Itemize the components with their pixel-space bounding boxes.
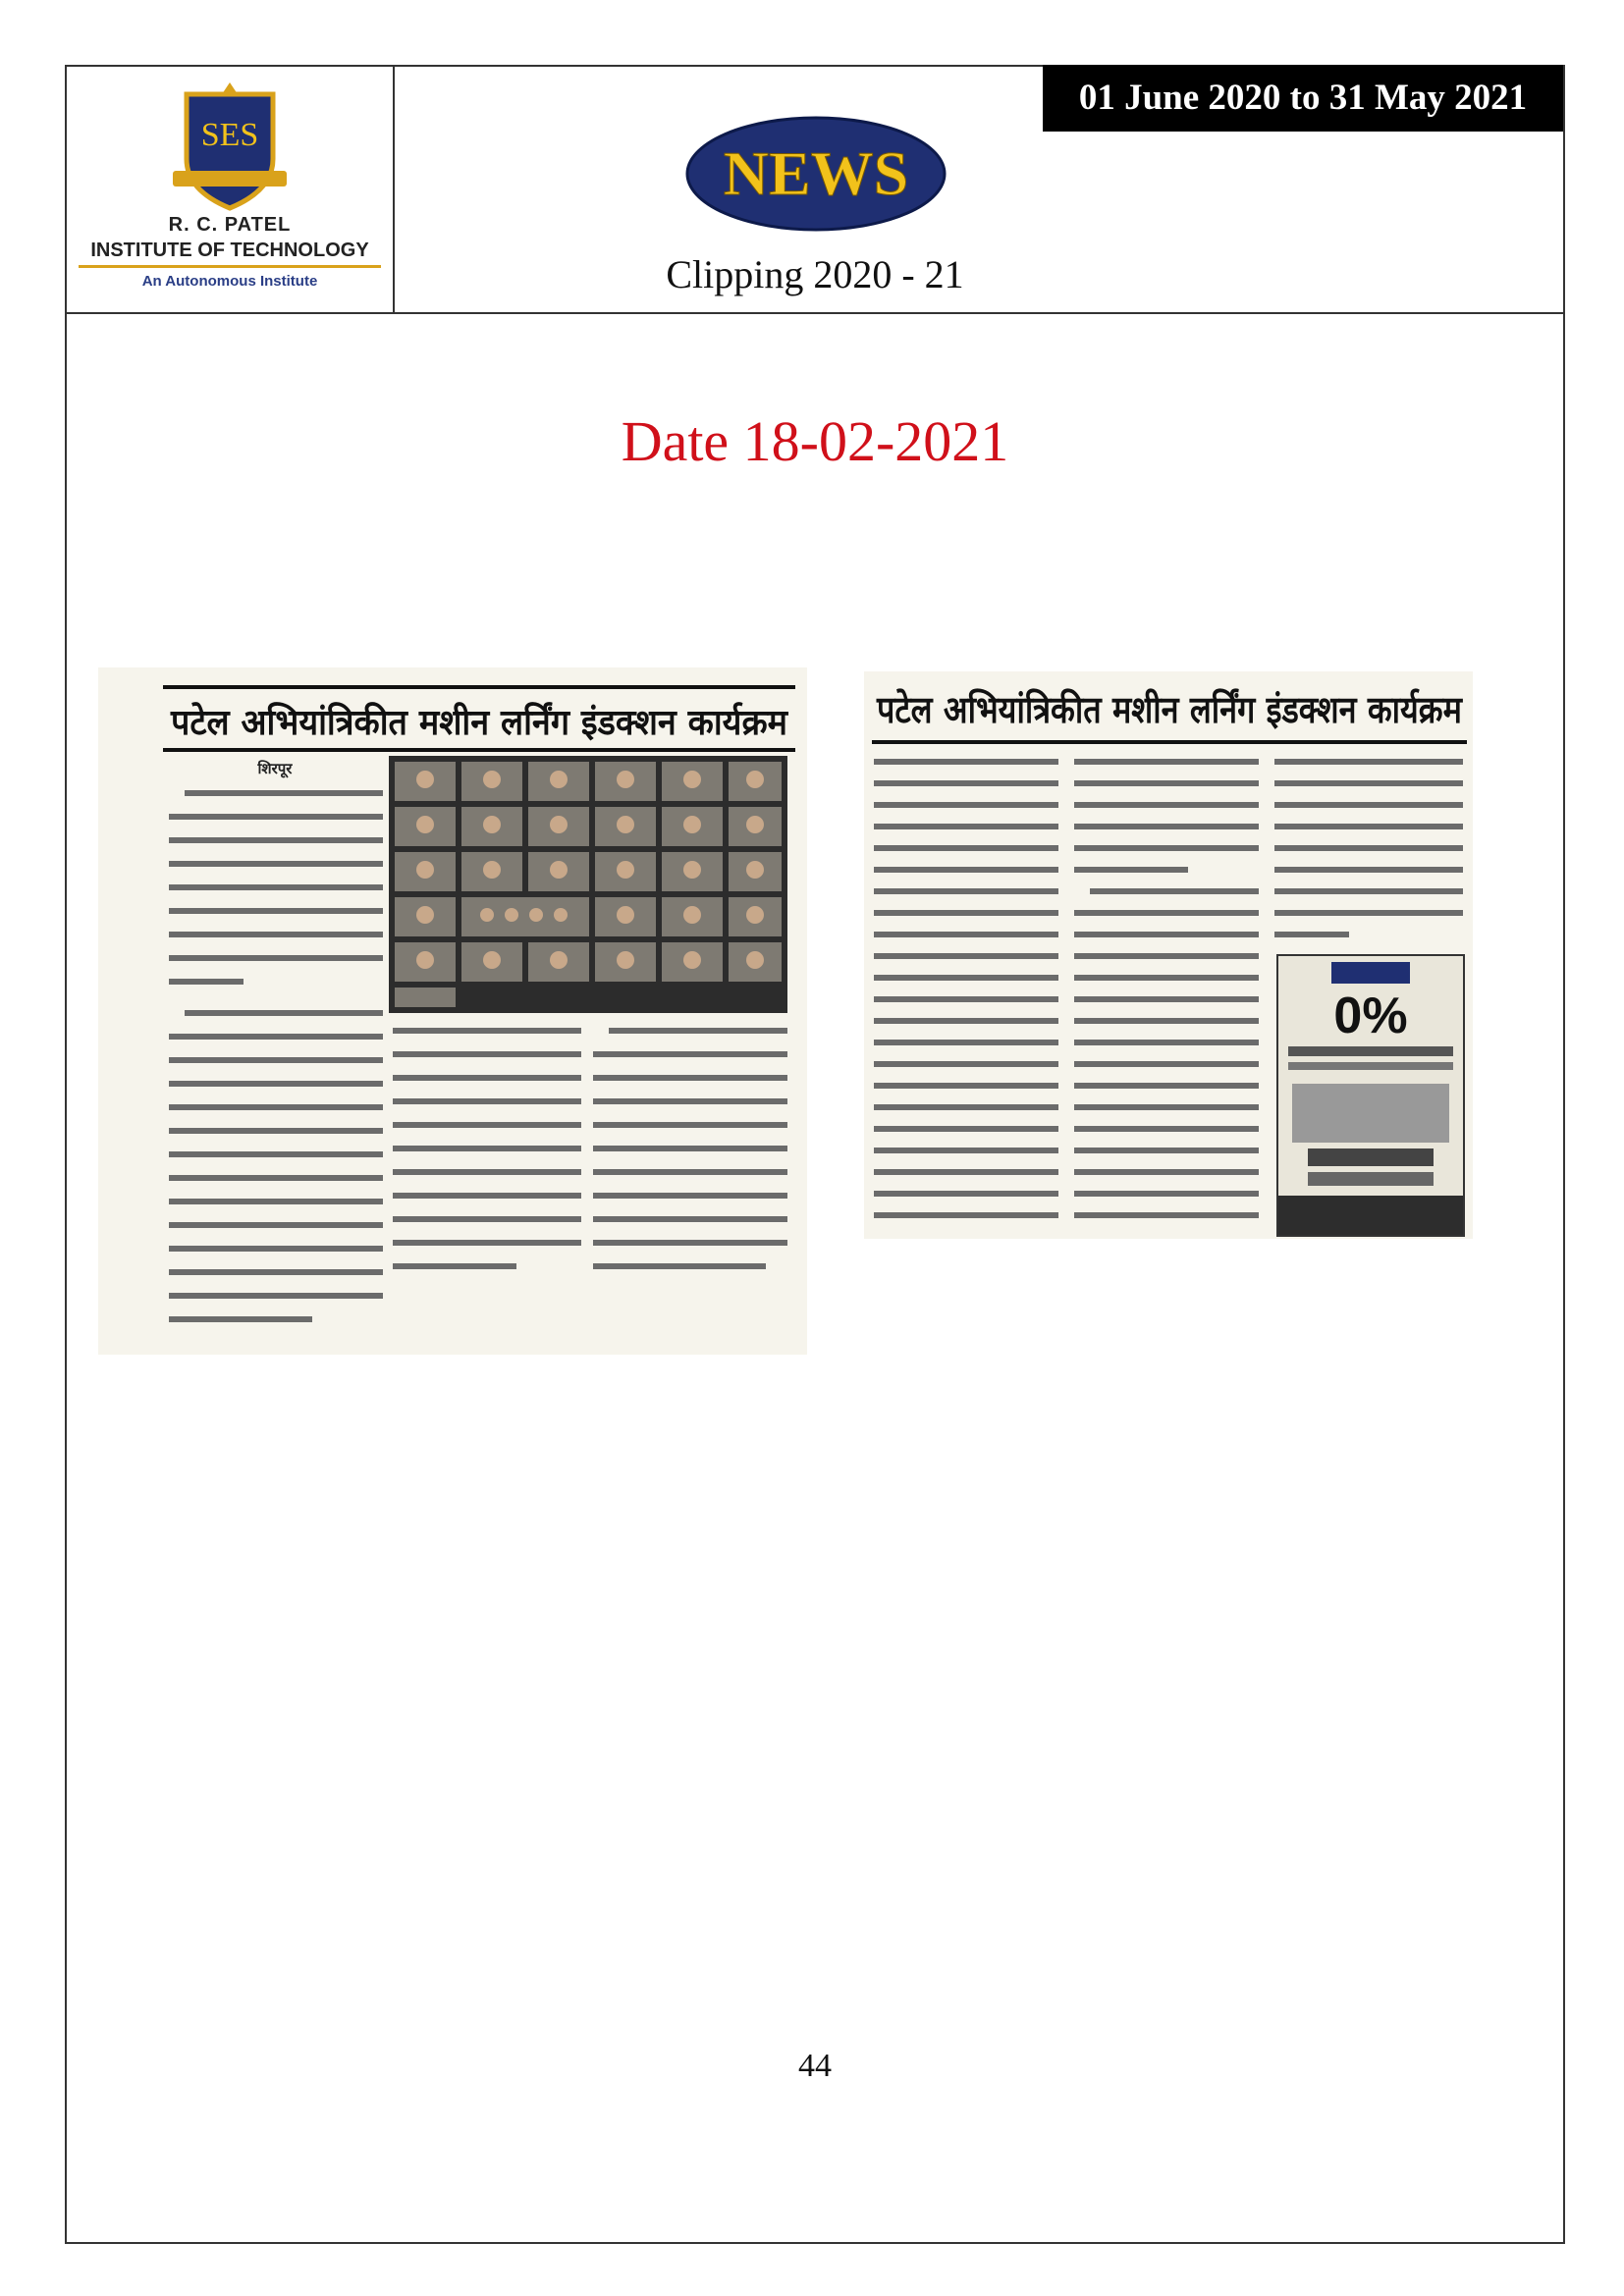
clipping-2-advertisement [1276,954,1465,1237]
logo-divider [393,65,395,314]
institute-name-line2: INSTITUTE OF TECHNOLOGY [90,240,369,261]
clipping-1-headline: पटेल अभियांत्रिकीत मशीन लर्निंग इंडक्शन कार्यक्रम [171,703,823,743]
page-number: 44 [798,2048,832,2084]
newspaper-clipping-1 [98,667,823,1355]
clipping-1-headline-box [163,685,823,752]
date-title: Date 18-02-2021 [621,409,1009,473]
ad-zero-percent: 0% [1333,988,1408,1044]
clipping-2-headline: पटेल अभियांत्रिकीत मशीन लर्निंग इंडक्शन कार्यक्रम [876,688,1464,731]
clipping-2-headline-box [872,671,1467,744]
clipping-1-column-c [589,1021,791,1345]
news-badge [685,116,947,232]
clipping-2-column-a [870,752,1062,1233]
clipping-1-column-b [389,1021,585,1345]
logo-text: SES [200,117,259,153]
date-range-badge: 01 June 2020 to 31 May 2021 [1043,65,1563,132]
clipping-label: Clipping 2020 - 21 [666,252,964,296]
institute-logo-block [67,67,393,312]
clipping-1-column-a [165,783,389,1353]
institute-name-line1: R. C. PATEL [168,214,292,236]
institute-underline [79,265,381,268]
ses-shield-logo [173,80,287,212]
clipping-2-column-c [1271,752,1467,944]
clipping-1-dateline: शिरपूर [257,760,293,777]
institute-tagline: An Autonomous Institute [141,273,318,290]
clipping-2-column-b [1070,752,1263,1233]
newspaper-clipping-2 [864,671,1473,1239]
clipping-1-photo-collage [389,756,787,1013]
header-divider [65,312,1565,314]
news-label: NEWS [723,138,909,208]
